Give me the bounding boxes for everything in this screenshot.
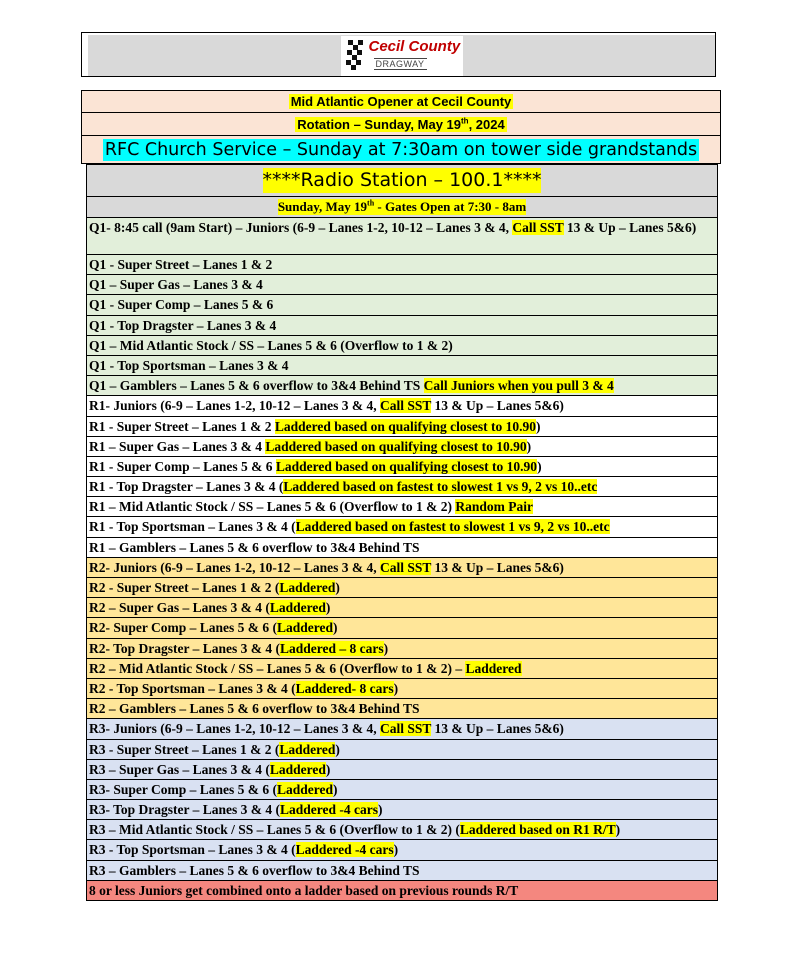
row-text: R2 – Mid Atlantic Stock / SS – Lanes 5 & 6 (Overflow to 1 & 2) – [89, 660, 466, 676]
highlighted-text: Laddered [465, 660, 522, 676]
schedule-row [87, 639, 717, 659]
row-text: ) [335, 741, 340, 757]
row-text: ) [383, 640, 389, 656]
schedule-row [87, 477, 717, 497]
schedule-row [87, 840, 717, 860]
highlighted-text: Laddered [277, 781, 334, 797]
schedule-row [87, 497, 717, 517]
rotation-rows [87, 218, 717, 901]
row-text: 13 & Up – Lanes 5&6) [431, 721, 564, 737]
row-text: R3 – Super Gas – Lanes 3 & 4 ( [89, 761, 270, 777]
gates-open-row [87, 197, 717, 218]
checkered-flag-icon [344, 38, 368, 74]
schedule-row [87, 437, 717, 457]
row-text: 13 & Up – Lanes 5&6) [431, 398, 564, 414]
row-text: Q1 - Top Sportsman – Lanes 3 & 4 [89, 357, 289, 373]
schedule-row [87, 578, 717, 598]
schedule-row [87, 376, 717, 396]
schedule-row [87, 780, 717, 800]
schedule-row [87, 760, 717, 780]
row-text: 8 or less Juniors get combined onto a ladder based on previous rounds R/T [89, 882, 519, 898]
highlighted-text: Laddered based on fastest to slowest 1 vs 9, 2 vs 10..etc [295, 519, 610, 535]
rotation-title: Rotation – Sunday, May 19th, 2024 [297, 116, 505, 132]
row-text: Q1 – Gamblers – Lanes 5 & 6 overflow to 3&4 Behind TS [89, 378, 424, 394]
row-text: R3 – Gamblers – Lanes 5 & 6 overflow to 3&4 Behind TS [89, 862, 420, 878]
row-text: R1 – Super Gas – Lanes 3 & 4 [89, 438, 266, 454]
church-service-row [81, 136, 721, 164]
logo-header-band [88, 35, 715, 76]
schedule-row [87, 457, 717, 477]
row-text: R2 - Top Sportsman – Lanes 3 & 4 ( [89, 680, 296, 696]
cecil-county-dragway-logo [341, 36, 463, 76]
schedule-row [87, 316, 717, 336]
radio-station-notice: ****Radio Station – 100.1**** [262, 169, 542, 191]
row-text: R1 - Super Street – Lanes 1 & 2 [89, 418, 275, 434]
highlighted-text: Random Pair [455, 499, 533, 515]
schedule-row [87, 295, 717, 315]
row-text: ) [537, 458, 542, 474]
church-service-notice: RFC Church Service – Sunday at 7:30am on tower side grandstands [104, 139, 698, 160]
row-text: ) [526, 438, 532, 454]
row-text: R3 - Super Street – Lanes 1 & 2 ( [89, 741, 280, 757]
highlighted-text: Laddered [279, 741, 336, 757]
row-text: Q1 - Super Comp – Lanes 5 & 6 [89, 297, 274, 313]
row-text: Q1 – Mid Atlantic Stock / SS – Lanes 5 & 6 (Overflow to 1 & 2) [89, 337, 453, 353]
row-text: Q1 - Top Dragster – Lanes 3 & 4 [89, 317, 277, 333]
row-text: R3- Super Comp – Lanes 5 & 6 ( [89, 781, 278, 797]
schedule-row [87, 517, 717, 537]
highlighted-text: Call SST [380, 559, 432, 575]
schedule-row [87, 618, 717, 638]
schedule-row [87, 558, 717, 578]
row-text: R1 – Mid Atlantic Stock / SS – Lanes 5 & 6 (Overflow to 1 & 2) [89, 499, 456, 515]
row-text: ) [333, 620, 338, 636]
highlighted-text: Laddered [269, 600, 326, 616]
row-text: R3 - Top Sportsman – Lanes 3 & 4 ( [89, 842, 296, 858]
schedule-row [87, 719, 717, 739]
schedule-row [87, 861, 717, 881]
row-text: 13 & Up – Lanes 5&6) [563, 220, 697, 235]
row-text: ) [393, 680, 399, 696]
highlighted-text: Laddered -4 cars [295, 842, 394, 858]
schedule-row [87, 275, 717, 295]
schedule-row [87, 417, 717, 437]
schedule-row [87, 679, 717, 699]
highlighted-text: Laddered [279, 580, 336, 595]
row-text: R1 - Super Comp – Lanes 5 & 6 [89, 458, 276, 474]
row-text: Q1 – Super Gas – Lanes 3 & 4 [89, 277, 263, 293]
rotation-row [81, 113, 721, 136]
row-text: R1 - Top Dragster – Lanes 3 & 4 ( [89, 479, 284, 495]
highlighted-text: Call Juniors when you pull 3 & 4 [423, 378, 614, 394]
highlighted-text: Call SST [380, 721, 432, 737]
event-title-row [81, 90, 721, 113]
schedule-row [87, 598, 717, 618]
schedule-row [87, 396, 717, 416]
row-text: R3 – Mid Atlantic Stock / SS – Lanes 5 & 6 (Overflow to 1 & 2) ( [89, 822, 460, 838]
highlighted-text: Laddered based on qualifying closest to 10.90 [265, 438, 527, 454]
schedule-row [87, 538, 717, 558]
logo-header-box [81, 32, 716, 77]
highlighted-text: Laddered [269, 761, 326, 777]
schedule-table [86, 164, 718, 901]
row-text: Q1 - Super Street – Lanes 1 & 2 [89, 257, 273, 272]
highlighted-text: Laddered- 8 cars [295, 680, 394, 696]
highlighted-text: Laddered based on R1 R/T [459, 822, 616, 838]
row-text: R1 - Top Sportsman – Lanes 3 & 4 ( [89, 519, 296, 535]
row-text: R3- Top Dragster – Lanes 3 & 4 ( [89, 802, 281, 818]
row-text: ) [615, 822, 621, 838]
highlighted-text: Laddered -4 cars [280, 802, 379, 818]
schedule-row [87, 699, 717, 719]
highlighted-text: Laddered based on qualifying closest to 10.90 [275, 458, 538, 474]
row-text: R1- Juniors (6-9 – Lanes 1-2, 10-12 – Lanes 3 & 4, [89, 398, 381, 414]
highlighted-text: Call SST [512, 220, 564, 235]
row-text: ) [335, 580, 340, 595]
logo-subtitle: DRAGWAY [375, 58, 425, 69]
gates-open-notice: Sunday, May 19th - Gates Open at 7:30 - 8am [277, 198, 527, 214]
row-text: R2 – Super Gas – Lanes 3 & 4 ( [89, 600, 270, 616]
row-text: R2 – Gamblers – Lanes 5 & 6 overflow to 3&4 Behind TS [89, 701, 420, 717]
schedule-row [87, 336, 717, 356]
schedule-row [87, 356, 717, 376]
row-text: ) [325, 761, 331, 777]
schedule-row [87, 740, 717, 760]
row-text: R2- Super Comp – Lanes 5 & 6 ( [89, 620, 278, 636]
highlighted-text: Call SST [380, 398, 432, 414]
row-text: ) [333, 781, 338, 797]
highlighted-text: Laddered [277, 620, 334, 636]
schedule-row [87, 800, 717, 820]
event-title: Mid Atlantic Opener at Cecil County [290, 94, 512, 109]
highlighted-text: Laddered based on qualifying closest to 10.90 [274, 418, 537, 434]
highlighted-text: Laddered based on fastest to slowest 1 vs 9, 2 vs 10..etc [283, 479, 598, 495]
row-text: R3- Juniors (6-9 – Lanes 1-2, 10-12 – Lanes 3 & 4, [89, 721, 381, 737]
logo-title: Cecil County [368, 37, 461, 55]
row-text: ) [536, 418, 541, 434]
schedule-row [87, 218, 717, 255]
row-text: 13 & Up – Lanes 5&6) [431, 559, 564, 575]
row-text: R2- Top Dragster – Lanes 3 & 4 ( [89, 640, 281, 656]
schedule-row [87, 659, 717, 679]
row-text: Q1- 8:45 call (9am Start) – Juniors (6-9 – Lanes 1-2, 10-12 – Lanes 3 & 4, [89, 220, 513, 235]
schedule-row [87, 820, 717, 840]
radio-station-row [87, 164, 717, 197]
row-text: ) [393, 842, 399, 858]
highlighted-text: Laddered – 8 cars [280, 640, 384, 656]
juniors-note-row [87, 881, 717, 901]
row-text: R1 – Gamblers – Lanes 5 & 6 overflow to 3&4 Behind TS [89, 539, 420, 555]
row-text: ) [325, 600, 331, 616]
row-text: R2 - Super Street – Lanes 1 & 2 ( [89, 580, 280, 595]
row-text: ) [378, 802, 383, 818]
schedule-row [87, 255, 717, 275]
row-text: R2- Juniors (6-9 – Lanes 1-2, 10-12 – Lanes 3 & 4, [89, 559, 381, 575]
